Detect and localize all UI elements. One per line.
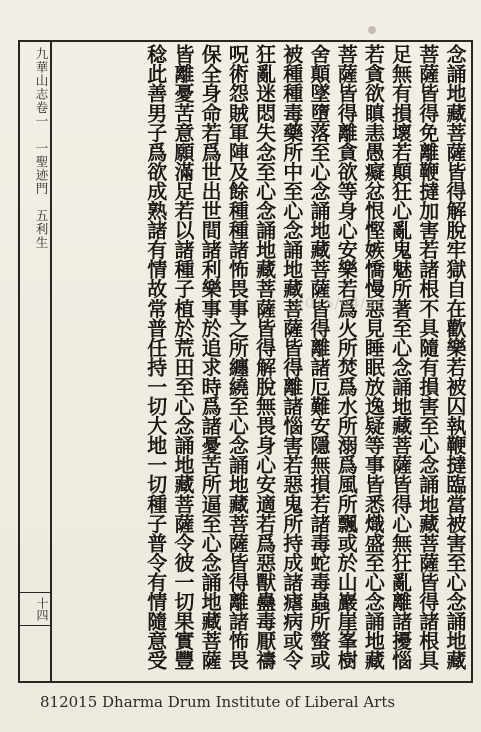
scan-watermark: 2015/04/26 (295, 296, 386, 312)
text-column: 菩薩皆得免離鞭撻加害若諸根不具隨有損害至心念誦地藏菩薩皆得諸根具 (415, 44, 440, 670)
paper-stain (368, 26, 376, 34)
text-column: 菩薩皆得離貪欲等身心安樂若爲火所焚爲水所溺爲風所飄或於山巖崖峯樹 (334, 44, 359, 670)
text-column: 呪術怨賊軍陣及餘種種諸怖畏事之所纏繞至心念誦地藏菩薩皆得離諸怖畏 (225, 44, 250, 670)
text-column: 稔此善男子爲欲成熟諸有情故常普任持一切大地一切種子普令有情隨意受 (143, 44, 168, 670)
text-column: 若貪欲瞋恚愚癡忿恨慳嫉憍慢惡見睡眠放逸疑等事皆悉熾盛至心念誦地藏 (361, 44, 386, 670)
text-column: 狂亂迷悶失念至心念誦地藏菩薩皆得解脫無畏身心安適若爲惡獸蠱毒厭禱 (252, 44, 277, 670)
text-column: 保全身命若爲世出世間諸利樂事於追求時爲諸憂苦所逼至心念誦地藏菩薩 (198, 44, 223, 670)
copyright-footer: 812015 Dharma Drum Institute of Liberal Arts (40, 693, 396, 711)
text-column: 足無有損壞若顛狂心亂鬼魅所著至心念誦地藏菩薩皆得心無狂亂離諸擾惱 (388, 44, 413, 670)
page-number: 十四 (35, 597, 49, 621)
text-column: 念誦地藏菩薩皆得解脫牢獄自在歡樂若被囚執鞭撻臨當被害至心念誦地藏 (443, 44, 467, 670)
text-column: 皆離憂苦意願滿足若以諸種子植於荒田至心念誦地藏菩薩令彼一切果實豐 (170, 44, 195, 670)
book-title-margin: 九華山志卷一 一聖迹門 五利生 (34, 47, 49, 250)
main-text (58, 44, 468, 684)
text-column: 舍顛墜墮落至心念誦地藏菩薩皆得離諸厄難安隱無損若諸毒蛇毒蟲所螫或 (306, 44, 331, 670)
text-column: 被種種毒藥所中至心念誦地藏菩薩皆得離諸惱害若惡鬼所持成諸瘧病或令 (279, 44, 304, 670)
